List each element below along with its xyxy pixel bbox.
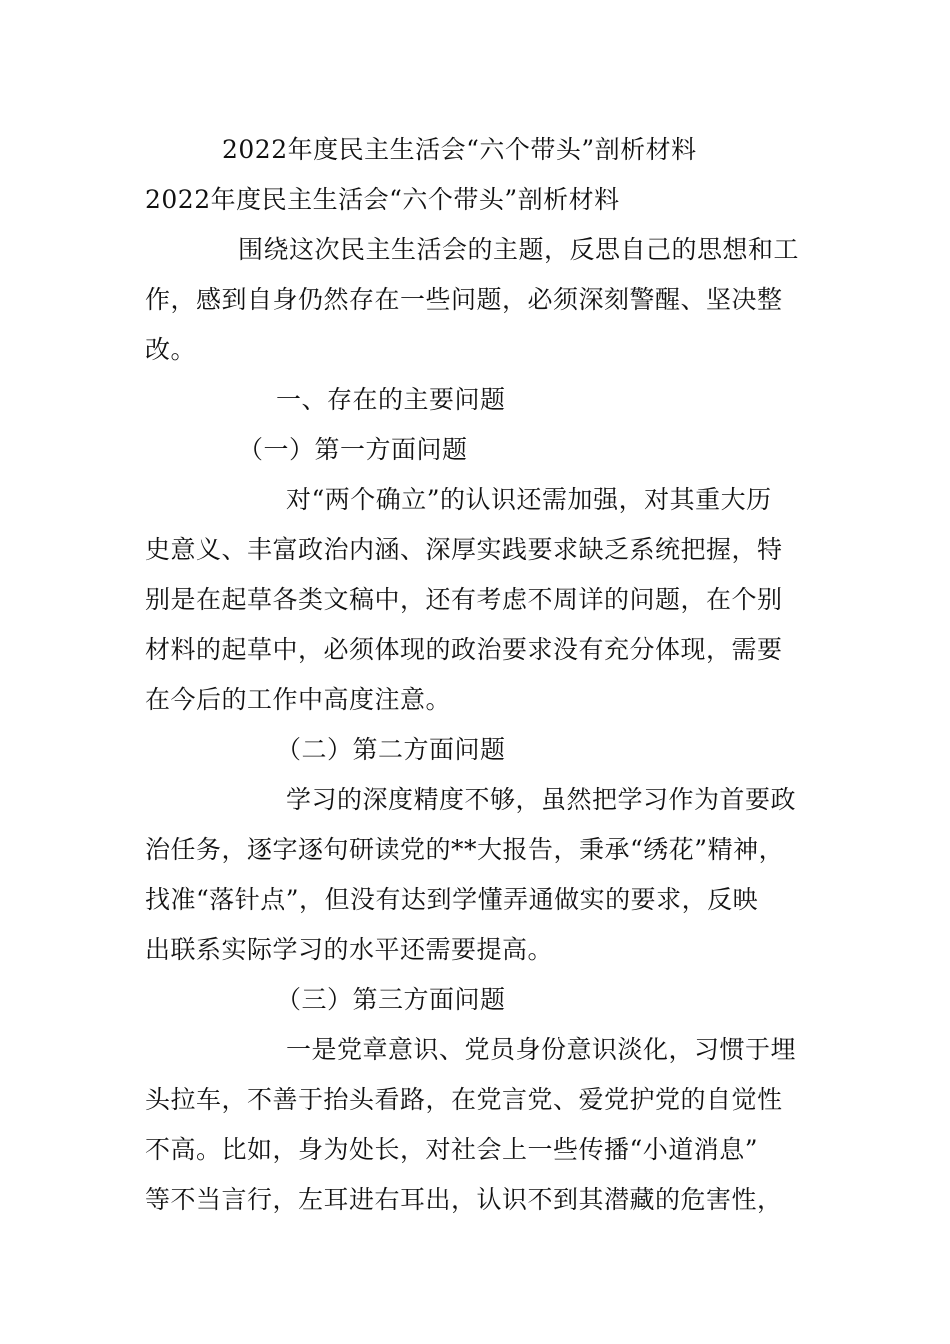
part2-line: 学习的深度精度不够，虽然把学习作为首要政 (286, 785, 797, 814)
part3-line: 一是党章意识、党员身份意识淡化，习惯于埋 (286, 1035, 797, 1064)
part3-line: 等不当言行，左耳进右耳出，认识不到其潜藏的危害性， (145, 1185, 783, 1214)
intro-line: 围绕这次民主生活会的主题，反思自己的思想和工 (238, 235, 800, 264)
part2-line: 治任务，逐字逐句研读党的**大报告，秉承“绣花”精神， (145, 835, 785, 864)
part1-line: 在今后的工作中高度注意。 (145, 685, 452, 714)
part2-line: 出联系实际学习的水平还需要提高。 (145, 935, 554, 964)
section-heading: 一、存在的主要问题 (276, 385, 506, 414)
part1-heading: （一）第一方面问题 (238, 435, 468, 464)
document-title: 2022年度民主生活会“六个带头”剖析材料 (222, 135, 697, 164)
part2-line: 找准“落针点”，但没有达到学懂弄通做实的要求，反映 (145, 885, 759, 914)
document-subtitle: 2022年度民主生活会“六个带头”剖析材料 (145, 185, 620, 214)
part1-line: 对“两个确立”的认识还需加强，对其重大历 (286, 485, 772, 514)
part1-line: 史意义、丰富政治内涵、深厚实践要求缺乏系统把握，特 (145, 535, 783, 564)
part3-heading: （三）第三方面问题 (276, 985, 506, 1014)
part3-line: 头拉车，不善于抬头看路，在党言党、爱党护党的自觉性 (145, 1085, 783, 1114)
intro-line: 作，感到自身仍然存在一些问题，必须深刻警醒、坚决整 (145, 285, 783, 314)
intro-line: 改。 (145, 335, 197, 364)
part3-line: 不高。比如，身为处长，对社会上一些传播“小道消息” (145, 1135, 759, 1164)
part1-line: 别是在起草各类文稿中，还有考虑不周详的问题，在个别 (145, 585, 783, 614)
part2-heading: （二）第二方面问题 (276, 735, 506, 764)
part1-line: 材料的起草中，必须体现的政治要求没有充分体现，需要 (145, 635, 783, 664)
